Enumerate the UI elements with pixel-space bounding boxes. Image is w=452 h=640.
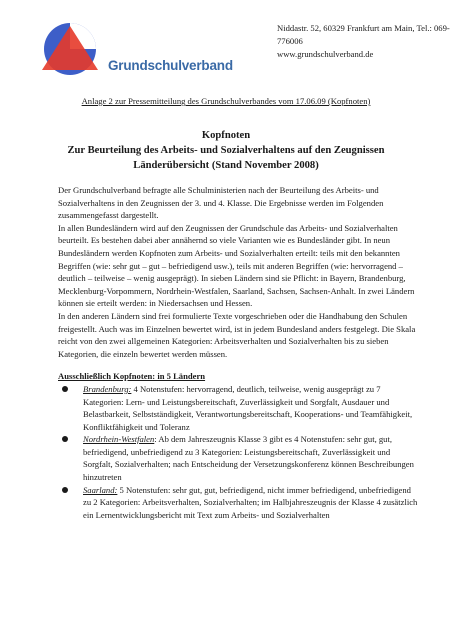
list-item <box>58 433 418 483</box>
state-list <box>58 383 418 522</box>
paragraph-others: In den anderen Ländern sind frei formulierte Texte vorgeschrieben oder die Handhabung den Schulen freigestellt. Auch was im Einzelnen bewertet wird, ist in jedem Bundesland anders festgelegt. Die Skala reicht von den zwei allgemeinen Kategorien: Arbeitsverhalten und Sozialverhalten bis zu sieben Kategorien, die einzeln bewertet werden müssen. <box>58 310 416 359</box>
address-block <box>277 22 452 61</box>
section-heading: Ausschließlich Kopfnoten: in 5 Ländern <box>58 371 206 382</box>
press-notice: Anlage 2 zur Pressemitteilung des Grundschulverbandes vom 17.06.09 (Kopfnoten) <box>81 96 371 106</box>
state-description: : Ab dem Jahreszeugnis Klasse 3 gibt es 4 Notenstufen: sehr gut, gut, befriedigend, unbefriedigend zu 3 Kategorien: Leistungsbereitschaft, Zuverlässigkeit und Sorgfalt, Sozialverhalten; nach Entscheidung der Versetzungskonferenz können Beschreibungen hinzutreten <box>83 434 414 483</box>
title-line-2: Zur Beurteilung des Arbeits- und Sozialverhaltens auf den Zeugnissen <box>67 145 385 156</box>
paragraph-overview: In allen Bundesländern wird auf den Zeugnissen der Grundschule das Arbeits- und Sozialverhalten beurteilt. Es bestehen dabei aber annähernd so viele Varianten wie es Bundesländer gibt. In neun Bundesländern werden Kopfnoten zum Arbeits- und Sozialverhalten erteilt: teils mit den bekannten Begriffen (wie: sehr gut – gut – befriedigend usw.), teils mit anderen Begriffen (wie: hervorragend – deutlich – teilweise – wenig ausgeprägt). In sieben Ländern sind sie Pflicht: in Bayern, Brandenburg, Mecklenburg-Vorpommern, Nordrhein-Westfalen, Saarland, Sachsen, Sachsen-Anhalt. In zwei Ländern können sie erteilt werden: in Niedersachsen und Hessen. <box>58 222 415 309</box>
website-line: www.grundschulverband.de <box>277 49 374 59</box>
state-name: Saarland: <box>83 484 118 495</box>
bullet-icon <box>62 386 68 392</box>
title-line-1: Kopfnoten <box>201 130 251 141</box>
title-line-3: Länderübersicht (Stand November 2008) <box>133 160 319 171</box>
list-item <box>58 484 418 522</box>
state-name: Nordrhein-Westfalen <box>83 434 155 445</box>
state-description: 4 Notenstufen: hervorragend, deutlich, teilweise, wenig ausgeprägt zu 7 Kategorien: Lern- und Leistungsbereitschaft, Zuverlässigkeit und Sorgfalt, Ausdauer und Belastbarkeit, Selbstständigkeit, Verantwortungsbereitschaft, Kooperations- und Teamfähigkeit, Konfliktfähigkeit und Toleranz <box>83 383 413 432</box>
logo <box>40 20 233 78</box>
bullet-icon <box>62 436 68 442</box>
list-item <box>58 383 418 433</box>
body-text <box>58 184 418 521</box>
logo-text: Grundschulverband <box>108 58 233 73</box>
bullet-icon <box>62 487 68 493</box>
state-name: Brandenburg: <box>83 383 132 394</box>
document-title <box>0 128 452 173</box>
paragraph-intro: Der Grundschulverband befragte alle Schulministerien nach der Beurteilung des Arbeits- und Sozialverhaltens in den Zeugnissen der 3. und 4. Klasse. Die Ergebnisse werden im Folgenden zusammengefasst dargestellt. <box>58 185 384 221</box>
state-description: 5 Notenstufen: sehr gut, gut, befriedigend, nicht immer befriedigend, unbefriedigend zu 2 Kategorien: Arbeitsverhalten, Sozialverhalten; im Halbjahreszeugnis der Klasse 4 zusätzlich ein Lernentwicklungsbericht mit Text zum Arbeits- und Sozialverhalten <box>83 484 418 520</box>
address-line: Niddastr. 52, 60329 Frankfurt am Main, Tel.: 069-776006 <box>277 23 450 46</box>
